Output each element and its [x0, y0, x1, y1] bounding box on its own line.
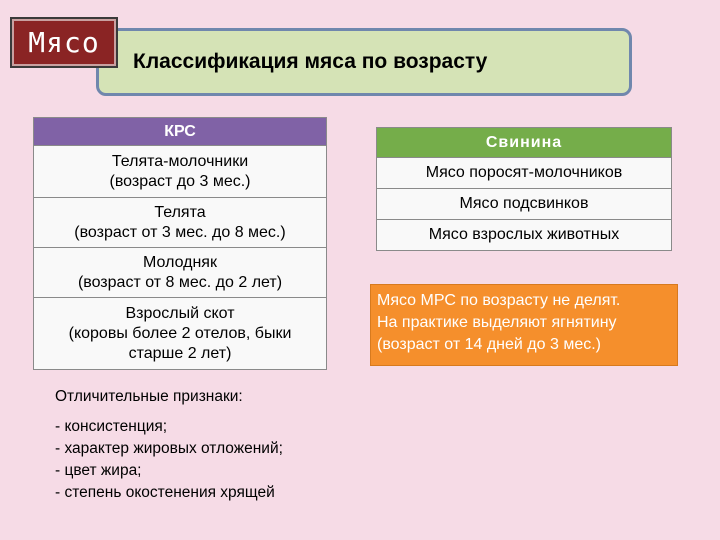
logo-text: Мясо: [28, 26, 100, 59]
logo-badge: [10, 17, 118, 68]
pork-header: Свинина: [376, 127, 672, 158]
krs-row-name: Молодняк: [143, 253, 217, 271]
krs-row: [33, 248, 327, 298]
krs-row-name: Взрослый скот: [125, 304, 235, 322]
pork-row: Мясо взрослых животных: [376, 220, 672, 251]
signs-item: - цвет жира;: [55, 462, 142, 479]
mrs-note-line: (возраст от 14 дней до 3 мес.): [377, 336, 601, 353]
title-box: [96, 28, 632, 96]
krs-row: [33, 146, 327, 198]
pork-table: [376, 127, 672, 251]
signs-item: - характер жировых отложений;: [55, 440, 283, 457]
krs-row-name: Телята: [154, 203, 206, 221]
signs-block: [55, 386, 355, 504]
krs-table: [33, 117, 327, 370]
signs-item: - консистенция;: [55, 418, 168, 435]
mrs-note-line: Мясо МРС по возрасту не делят.: [377, 292, 621, 309]
krs-row-age-cont: старше 2 лет): [128, 344, 232, 362]
krs-row-age: (возраст от 3 мес. до 8 мес.): [74, 223, 286, 241]
signs-title: Отличительные признаки:: [55, 388, 243, 405]
mrs-note-line: На практике выделяют ягнятину: [377, 314, 617, 331]
krs-row: [33, 298, 327, 370]
pork-row: Мясо подсвинков: [376, 189, 672, 220]
pork-row: Мясо поросят-молочников: [376, 158, 672, 189]
mrs-note-box: [370, 284, 678, 366]
krs-row-age: (возраст от 8 мес. до 2 лет): [77, 273, 283, 291]
page-title: Классификация мяса по возрасту: [133, 50, 488, 73]
krs-row: [33, 198, 327, 248]
signs-item: - степень окостенения хрящей: [55, 484, 275, 501]
krs-header: КРС: [33, 117, 327, 146]
krs-row-name: Телята-молочники: [111, 152, 249, 170]
krs-row-age: (возраст до 3 мес.): [109, 172, 251, 190]
krs-row-age: (коровы более 2 отелов, быки: [68, 324, 292, 342]
